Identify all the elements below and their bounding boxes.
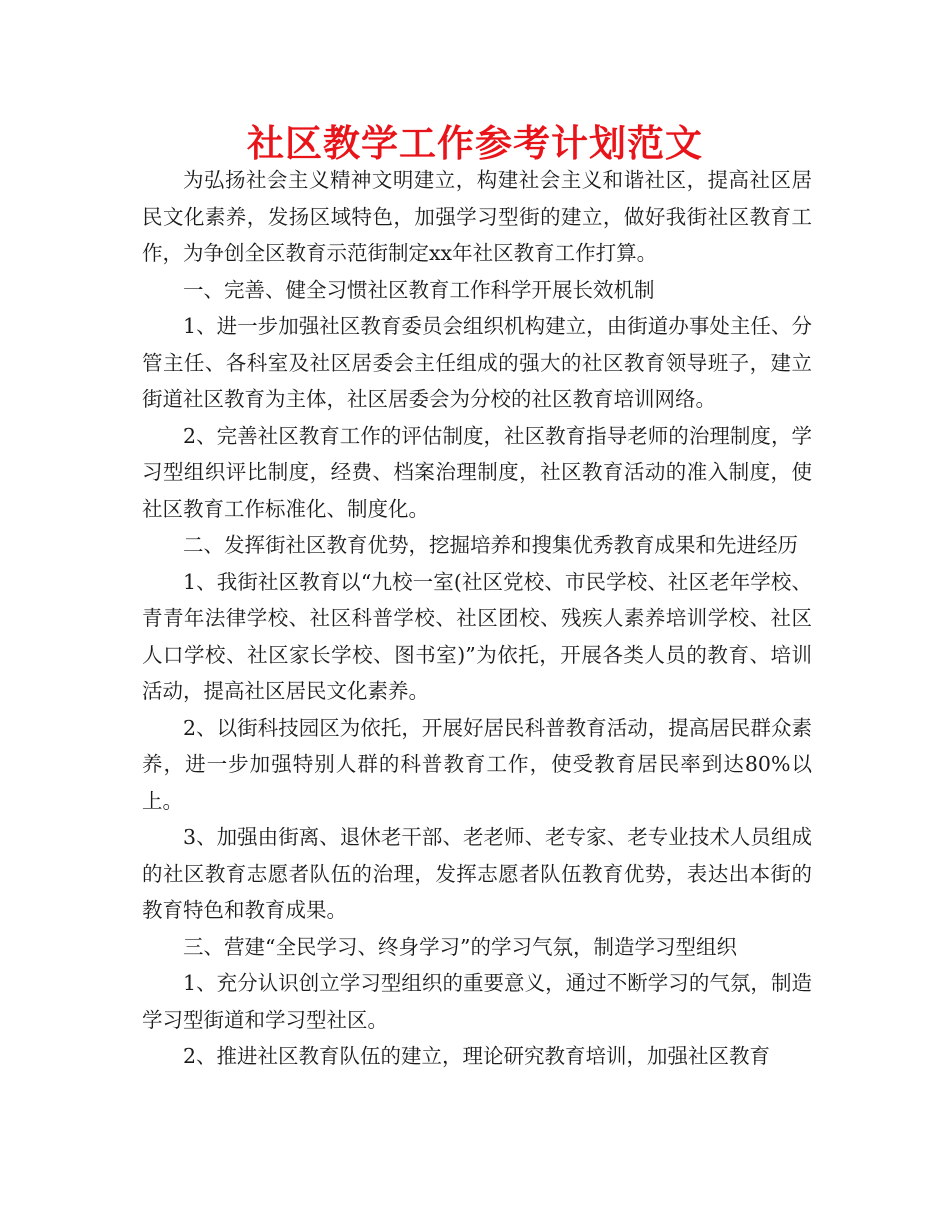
intro-paragraph: 为弘扬社会主义精神文明建立，构建社会主义和谐社区，提高社区居民文化素养，发扬区域特色，加强学习型街的建立，做好我街社区教育工作，为争创全区教育示范街制定xx年社区教育工作打算。 [142,168,812,265]
document-title: 社区教学工作参考计划范文 [247,121,703,165]
section-2-item-3: 3、加强由街离、退休老干部、老老师、老专家、老专业技术人员组成的社区教育志愿者队伍的治理，发挥志愿者队伍教育优势，表达出本街的教育特色和教育成果。 [142,825,812,922]
section-2-item-2: 2、以街科技园区为依托，开展好居民科普教育活动，提高居民群众素养，进一步加强特别人群的科普教育工作，使受教育居民率到达80%以上。 [142,715,812,813]
section-2-item-1: 1、我街社区教育以“九校一室(社区党校、市民学校、社区老年学校、青青年法律学校、社区科普学校、社区团校、残疾人素养培训学校、社区人口学校、社区家长学校、图书室)”为依托，开展各类人员的教育、培训活动，提高社区居民文化素养。 [142,569,812,703]
section-1-item-1: 1、进一步加强社区教育委员会组织机构建立，由街道办事处主任、分管主任、各科室及社区居委会主任组成的强大的社区教育领导班子，建立街道社区教育为主体，社区居委会为分校的社区教育培训网络。 [142,314,812,411]
document-body [142,162,812,1075]
section-1-item-2: 2、完善社区教育工作的评估制度，社区教育指导老师的治理制度，学习型组织评比制度，经费、档案治理制度，社区教育活动的准入制度，使社区教育工作标准化、制度化。 [142,423,812,521]
section-heading-1: 一、完善、健全习惯社区教育工作科学开展长效机制 [183,277,655,302]
section-heading-2: 二、发挥街社区教育优势，挖掘培养和搜集优秀教育成果和先进经历 [183,533,798,557]
section-3-item-2: 2、推进社区教育队伍的建立，理论研究教育培训，加强社区教育 [183,1044,771,1068]
section-3-item-1: 1、充分认识创立学习型组织的重要意义，通过不断学习的气氛，制造学习型街道和学习型社区。 [142,971,812,1032]
section-heading-3: 三、营建“全民学习、终身学习”的学习气氛，制造学习型组织 [183,934,737,959]
